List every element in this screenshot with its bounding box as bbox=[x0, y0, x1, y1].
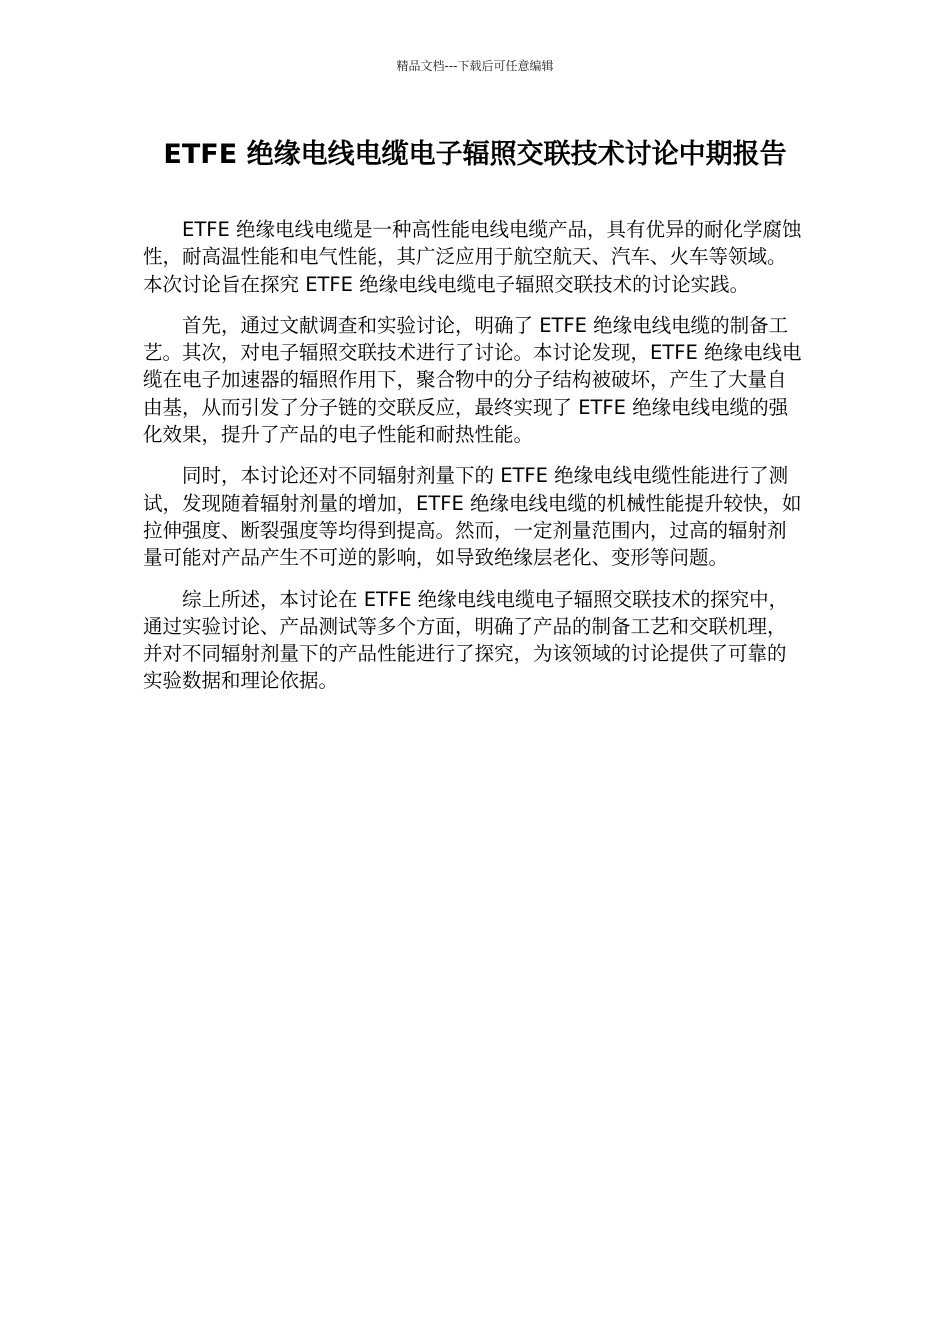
document-body bbox=[143, 216, 805, 709]
document-title: ETFE 绝缘电线电缆电子辐照交联技术讨论中期报告 bbox=[163, 139, 787, 170]
paragraph-testing: 同时，本讨论还对不同辐射剂量下的 ETFE 绝缘电线电缆性能进行了测试，发现随着辐射剂量的增加，ETFE 绝缘电线电缆的机械性能提升较快，如拉伸强度、断裂强度等均得到提高。然而，一定剂量范围内，过高的辐射剂量可能对产品产生不可逆的影响，如导致绝缘层老化、变形等问题。 bbox=[143, 464, 802, 570]
paragraph-method: 首先，通过文献调查和实验讨论，明确了 ETFE 绝缘电线电缆的制备工艺。其次，对电子辐照交联技术进行了讨论。本讨论发现，ETFE 绝缘电线电缆在电子加速器的辐照作用下，聚合物中的分子结构被破坏，产生了大量自由基，从而引发了分子链的交联反应，最终实现了 ETFE 绝缘电线电缆的强化效果，提升了产品的电子性能和耐热性能。 bbox=[143, 313, 802, 447]
header-note: 精品文档---下载后可任意编辑 bbox=[396, 59, 554, 73]
paragraph-conclusion: 综上所述，本讨论在 ETFE 绝缘电线电缆电子辐照交联技术的探究中，通过实验讨论、产品测试等多个方面，明确了产品的制备工艺和交联机理，并对不同辐射剂量下的产品性能进行了探究，为该领域的讨论提供了可靠的实验数据和理论依据。 bbox=[143, 587, 789, 693]
paragraph-intro: ETFE 绝缘电线电缆是一种高性能电线电缆产品，具有优异的耐化学腐蚀性，耐高温性能和电气性能，其广泛应用于航空航天、汽车、火车等领域。本次讨论旨在探究 ETFE 绝缘电线电缆电子辐照交联技术的讨论实践。 bbox=[143, 218, 802, 296]
